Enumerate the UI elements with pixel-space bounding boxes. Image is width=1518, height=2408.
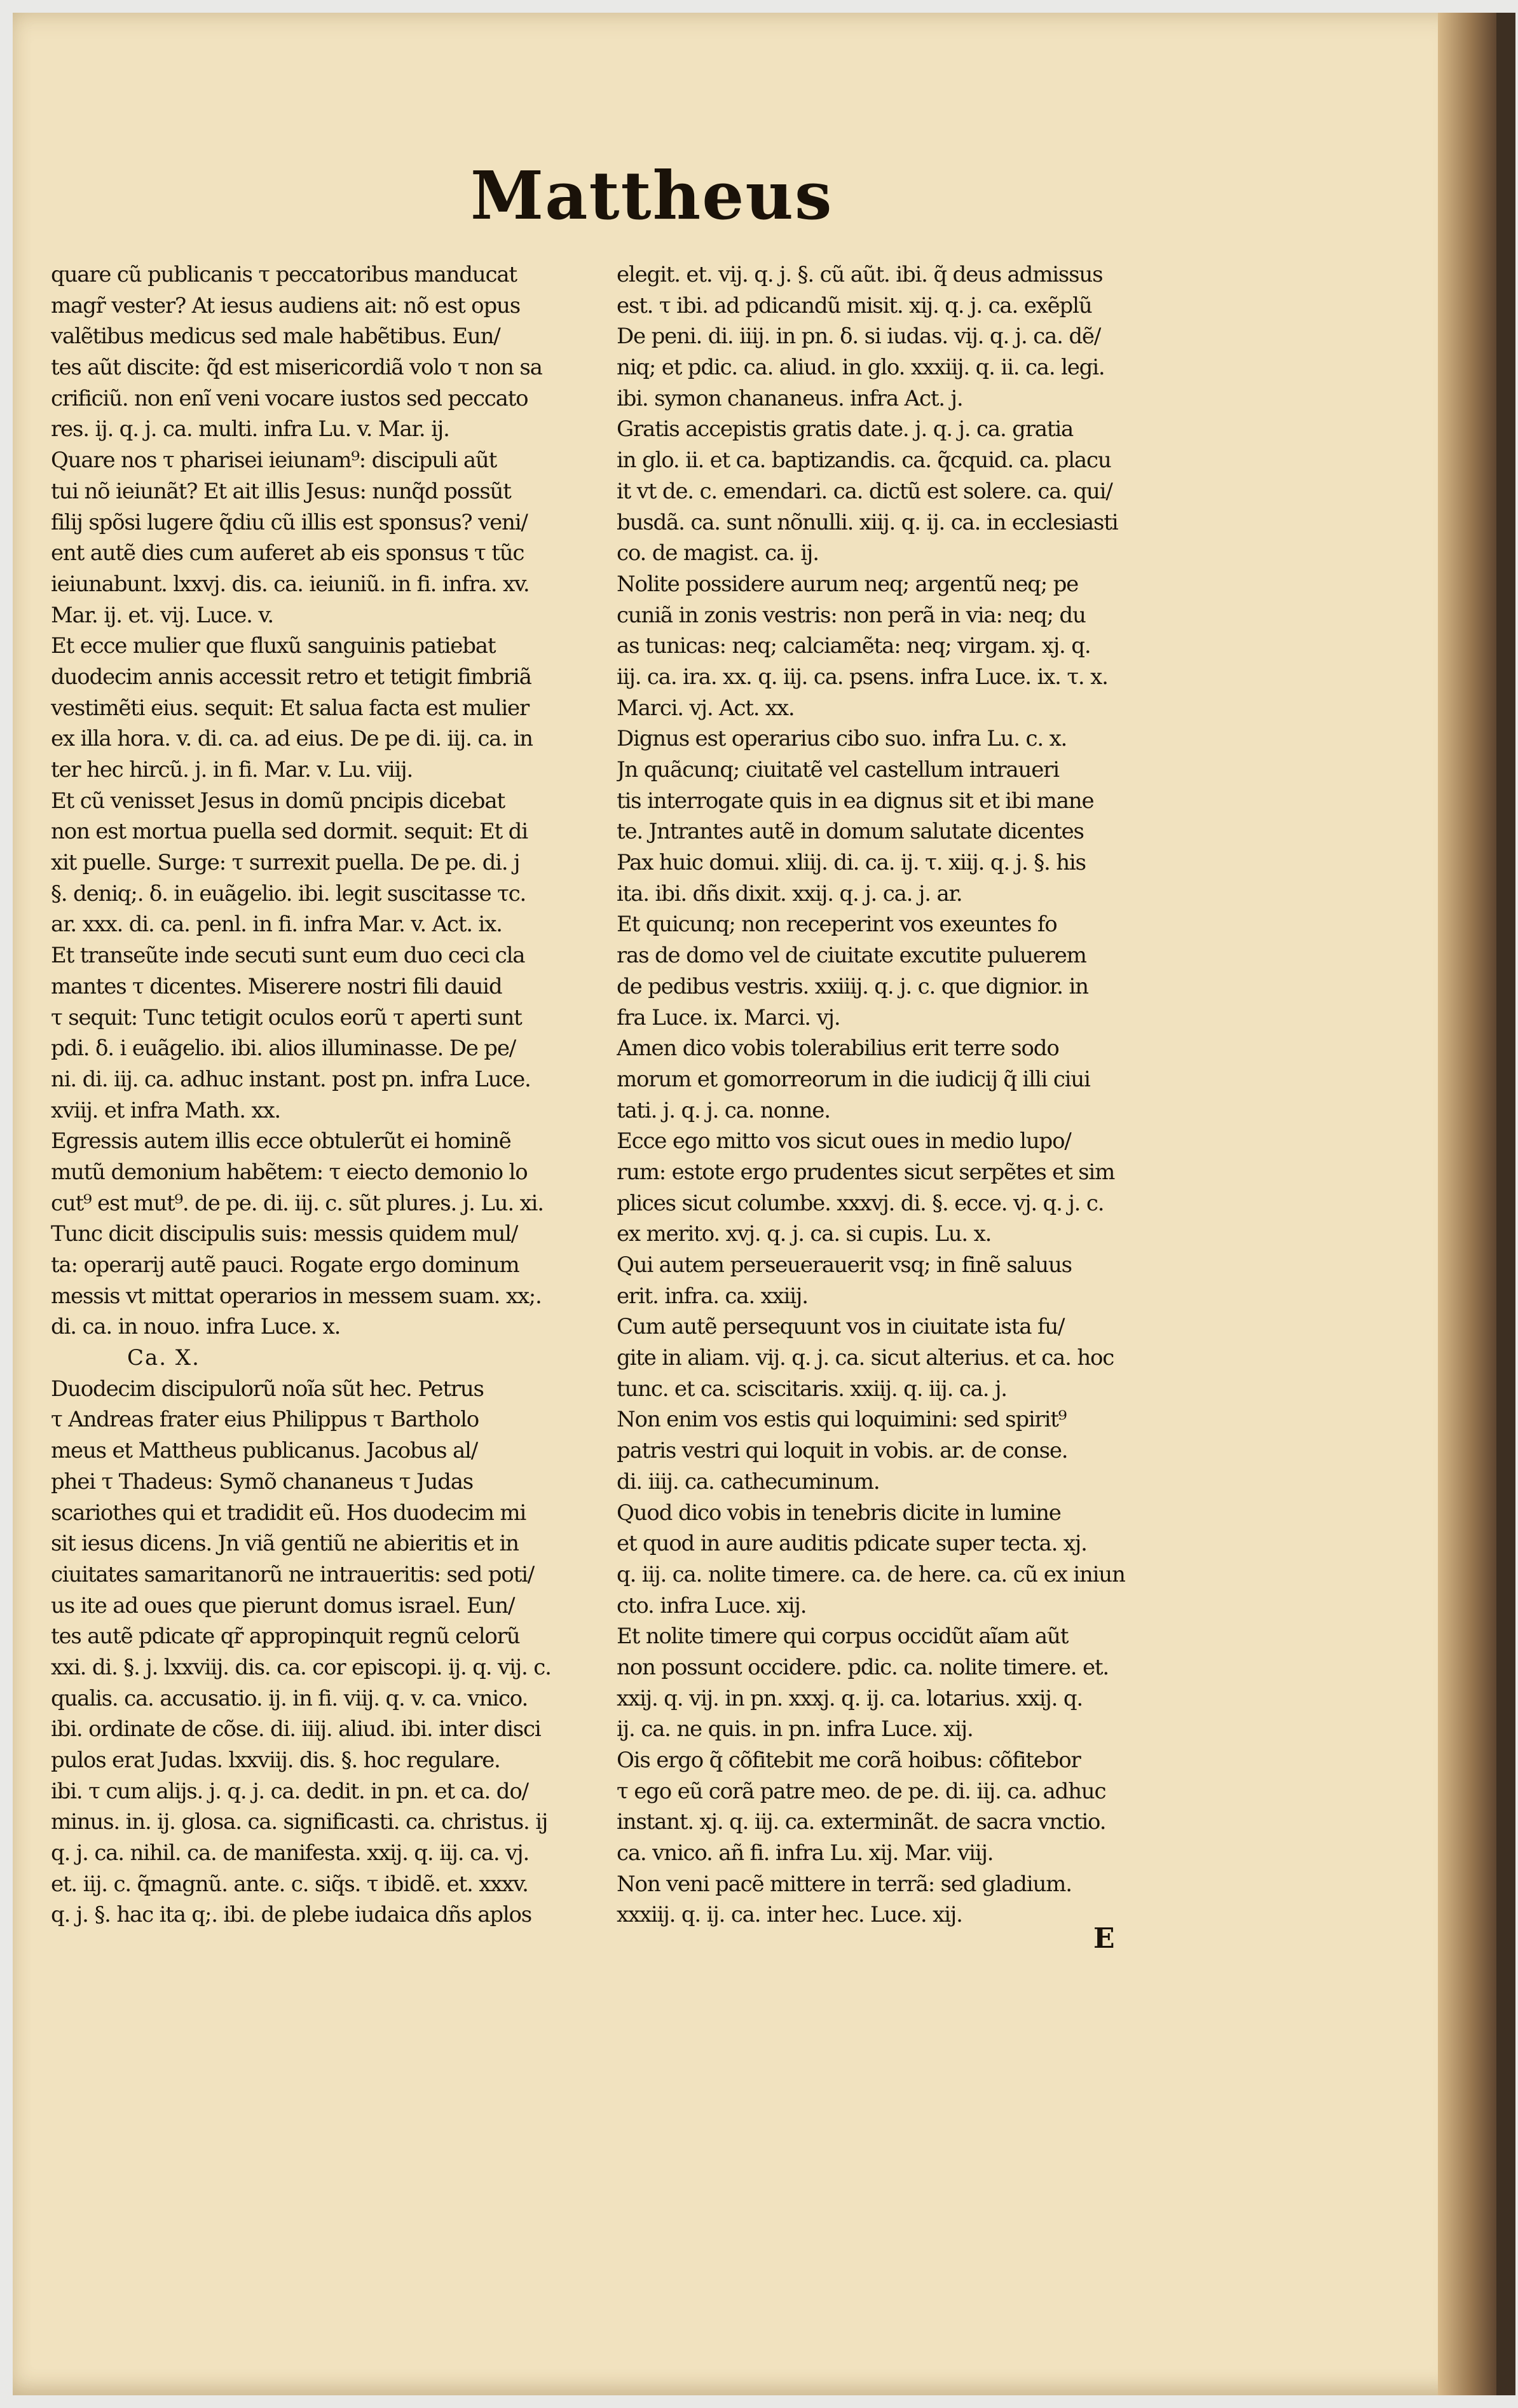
text-line: di. iiij. ca. cathecuminum. — [617, 1468, 880, 1495]
text-line: §. deniq;. ẟ. in euãgelio. ibi. legit suscitasse τc. — [51, 880, 526, 906]
text-line: ibi. symon chananeus. infra Act. j. — [617, 385, 963, 411]
text-line: ta: operarij autẽ pauci. Rogate ergo dominum — [51, 1252, 519, 1278]
text-line: xit puelle. Surge: τ surrexit puella. De pe. di. j — [51, 850, 520, 876]
text-line: plices sicut columbe. xxxvj. di. §. ecce. vj. q. j. c. — [617, 1190, 1104, 1216]
text-line: filij spõsi lugere q̃diu cũ illis est sponsus? veni/ — [51, 509, 528, 535]
text-line: tes autẽ pdicate qr̃ appropinquit regnũ celorũ — [51, 1624, 520, 1650]
text-line: tui nõ ieiunãt? Et ait illis Jesus: nunq̃d possũt — [51, 478, 511, 504]
text-line: ex merito. xvj. q. j. ca. si cupis. Lu. x. — [617, 1221, 992, 1247]
text-line: xxij. q. vij. in pn. xxxj. q. ij. ca. lotarius. xxij. q. — [617, 1685, 1083, 1711]
text-line: it vt de. c. emendari. ca. dictũ est solere. ca. qui/ — [617, 478, 1112, 504]
text-line: Cum autẽ persequunt vos in ciuitate ista fu/ — [617, 1314, 1065, 1340]
text-line: de pedibus vestris. xxiiij. q. j. c. que dignior. in — [617, 973, 1088, 999]
text-line: Tunc dicit discipulis suis: messis quidem mul/ — [51, 1221, 518, 1247]
text-line: tunc. et ca. sciscitaris. xxiij. q. iij. ca. j. — [617, 1376, 1007, 1402]
text-line: sit iesus dicens. Jn viã gentiũ ne abieritis et in — [51, 1531, 519, 1557]
text-line: est. τ ibi. ad pdicandũ misit. xij. q. j. ca. exẽplũ — [617, 292, 1092, 318]
text-line: tati. j. q. j. ca. nonne. — [617, 1097, 830, 1123]
text-line: co. de magist. ca. ij. — [617, 540, 819, 566]
text-line: busdã. ca. sunt nõnulli. xiij. q. ij. ca. in ecclesiasti — [617, 509, 1118, 535]
text-line: ras de domo vel de ciuitate excutite puluerem — [617, 943, 1086, 969]
text-line: τ Andreas frater eius Philippus τ Bartholo — [51, 1407, 479, 1433]
text-line: Egressis autem illis ecce obtulerũt ei hominẽ — [51, 1128, 511, 1154]
text-line: ent autẽ dies cum auferet ab eis sponsus τ tũc — [51, 540, 524, 566]
text-line: ar. xxx. di. ca. penl. in fi. infra Mar. v. Act. ix. — [51, 912, 502, 938]
text-line: fra Luce. ix. Marci. vj. — [617, 1004, 840, 1030]
text-line: patris vestri qui loquit in vobis. ar. de conse. — [617, 1438, 1068, 1464]
text-line: gite in aliam. vij. q. j. ca. sicut alterius. et ca. hoc — [617, 1345, 1114, 1371]
text-line: di. ca. in nouo. infra Luce. x. — [51, 1314, 341, 1340]
text-line: in glo. ii. et ca. baptizandis. ca. q̃cquid. ca. placu — [617, 448, 1111, 474]
text-line: cto. infra Luce. xij. — [617, 1592, 807, 1618]
text-line: scariothes qui et tradidit eũ. Hos duodecim mi — [51, 1500, 526, 1526]
running-head: Mattheus — [470, 156, 833, 235]
text-line: mantes τ dicentes. Miserere nostri fili dauid — [51, 973, 502, 999]
text-line: valẽtibus medicus sed male habẽtibus. Eun/ — [51, 324, 500, 350]
text-line: et quod in aure auditis pdicate super tecta. xj. — [617, 1531, 1087, 1557]
text-line: ex illa hora. v. di. ca. ad eius. De pe di. iij. ca. in — [51, 726, 533, 752]
text-line: tis interrogate quis in ea dignus sit et ibi mane — [617, 788, 1094, 814]
text-line: xxxiij. q. ij. ca. inter hec. Luce. xij. — [617, 1902, 962, 1928]
text-line: te. Jntrantes autẽ in domum salutate dicentes — [617, 819, 1084, 845]
text-line: xviij. et infra Math. xx. — [51, 1097, 280, 1123]
page-edge — [1438, 13, 1496, 2395]
text-line: Et transeũte inde secuti sunt eum duo ceci cla — [51, 943, 525, 969]
text-line: Et quicunq; non receperint vos exeuntes fo — [617, 912, 1057, 938]
text-line: morum et gomorreorum in die iudicij q̃ illi ciui — [617, 1066, 1090, 1092]
text-line: Ois ergo q̃ cõfitebit me corã hoibus: cõfitebor — [617, 1748, 1081, 1773]
text-line: ij. ca. ne quis. in pn. infra Luce. xij. — [617, 1716, 973, 1742]
text-line: Pax huic domui. xliij. di. ca. ij. τ. xiij. q. j. §. his — [617, 850, 1086, 876]
text-line: iij. ca. ira. xx. q. iij. ca. psens. infra Luce. ix. τ. x. — [617, 664, 1108, 690]
text-line: mutũ demonium habẽtem: τ eiecto demonio lo — [51, 1159, 528, 1185]
right-column — [617, 259, 1163, 1931]
text-line: ibi. ordinate de cõse. di. iiij. aliud. ibi. inter disci — [51, 1716, 541, 1742]
text-line: et. iij. c. q̃magnũ. ante. c. siq̃s. τ ibidẽ. et. xxxv. — [51, 1871, 528, 1897]
text-line: Marci. vj. Act. xx. — [617, 695, 795, 721]
text-line: Qui autem perseuerauerit vsq; in finẽ saluus — [617, 1252, 1072, 1278]
text-line: Ecce ego mitto vos sicut oues in medio lupo/ — [617, 1128, 1071, 1154]
text-line: erit. infra. ca. xxiij. — [617, 1283, 808, 1309]
text-line: vestimẽti eius. sequit: Et salua facta est mulier — [51, 695, 530, 721]
text-line: crificiũ. non enĩ veni vocare iustos sed peccato — [51, 385, 528, 411]
text-line: ieiunabunt. lxxvj. dis. ca. ieiuniũ. in fi. infra. xv. — [51, 571, 530, 597]
text-line: Non enim vos estis qui loquimini: sed spirit⁹ — [617, 1407, 1067, 1433]
text-line: ter hec hircũ. j. in fi. Mar. v. Lu. viij. — [51, 757, 413, 783]
text-line: us ite ad oues que pierunt domus israel. Eun/ — [51, 1592, 515, 1618]
text-line: elegit. et. vij. q. j. §. cũ aũt. ibi. q̃ deus admissus — [617, 262, 1103, 287]
text-line: pulos erat Judas. lxxviij. dis. §. hoc regulare. — [51, 1748, 500, 1773]
text-line: pdi. ẟ. i euãgelio. ibi. alios illuminasse. De pe/ — [51, 1036, 516, 1062]
catchword: E — [1093, 1922, 1115, 1955]
text-line: Ca. X. — [127, 1345, 200, 1371]
text-line: Dignus est operarius cibo suo. infra Lu. c. x. — [617, 726, 1067, 752]
text-line: quare cũ publicanis τ peccatoribus manducat — [51, 262, 517, 287]
text-line: cuniã in zonis vestris: non perã in via: neq; du — [617, 602, 1086, 628]
text-line: magr̃ vester? At iesus audiens ait: nõ est opus — [51, 292, 520, 318]
text-line: minus. in. ij. glosa. ca. significasti. ca. christus. ij — [51, 1809, 548, 1835]
text-line: Et nolite timere qui corpus occidũt aĩam aũt — [617, 1624, 1069, 1650]
text-line: Quod dico vobis in tenebris dicite in lumine — [617, 1500, 1061, 1526]
text-line: Et cũ venisset Jesus in domũ pncipis dicebat — [51, 788, 505, 814]
text-line: τ ego eũ corã patre meo. de pe. di. iij. ca. adhuc — [617, 1778, 1106, 1804]
text-line: meus et Mattheus publicanus. Jacobus al/ — [51, 1438, 477, 1464]
text-line: messis vt mittat operarios in messem suam. xx;. — [51, 1283, 542, 1309]
text-line: τ sequit: Tunc tetigit oculos eorũ τ aperti sunt — [51, 1004, 522, 1030]
text-line: qualis. ca. accusatio. ij. in fi. viij. q. v. ca. vnico. — [51, 1685, 528, 1711]
text-line: as tunicas: neq; calciamẽta: neq; virgam. xj. q. — [617, 633, 1091, 659]
text-line: q. j. §. hac ita q;. ibi. de plebe iudaica dñs aplos — [51, 1902, 532, 1928]
text-line: Non veni pacẽ mittere in terrã: sed gladium. — [617, 1871, 1072, 1897]
text-line: niq; et pdic. ca. aliud. in glo. xxxiij. q. ii. ca. legi. — [617, 355, 1105, 381]
text-line: phei τ Thadeus: Symõ chananeus τ Judas — [51, 1468, 474, 1495]
text-line: rum: estote ergo prudentes sicut serpẽtes et sim — [617, 1159, 1115, 1185]
text-line: ita. ibi. dñs dixit. xxij. q. j. ca. j. ar. — [617, 880, 962, 906]
text-line: ni. di. iij. ca. adhuc instant. post pn. infra Luce. — [51, 1066, 531, 1092]
text-line: Duodecim discipulorũ noĩa sũt hec. Petrus — [51, 1376, 484, 1402]
text-line: Gratis accepistis gratis date. j. q. j. ca. gratia — [617, 416, 1074, 442]
text-line: ca. vnico. añ fi. infra Lu. xij. Mar. viij. — [617, 1840, 994, 1866]
text-line: ciuitates samaritanorũ ne intraueritis: sed poti/ — [51, 1561, 535, 1587]
text-line: q. j. ca. nihil. ca. de manifesta. xxij. q. iij. ca. vj. — [51, 1840, 530, 1866]
text-line: q. iij. ca. nolite timere. ca. de here. ca. cũ ex iniun — [617, 1561, 1125, 1587]
text-line: non possunt occidere. pdic. ca. nolite timere. et. — [617, 1654, 1109, 1680]
text-line: Nolite possidere aurum neq; argentũ neq; pe — [617, 571, 1079, 597]
text-line: duodecim annis accessit retro et tetigit fimbriã — [51, 664, 531, 690]
text-line: ibi. τ cum alijs. j. q. j. ca. dedit. in pn. et ca. do/ — [51, 1778, 528, 1804]
text-line: cut⁹ est mut⁹. de pe. di. iij. c. sũt plures. j. Lu. xi. — [51, 1190, 544, 1216]
text-line: Amen dico vobis tolerabilius erit terre sodo — [617, 1036, 1059, 1062]
text-line: Et ecce mulier que fluxũ sanguinis patiebat — [51, 633, 496, 659]
text-line: xxi. di. §. j. lxxviij. dis. ca. cor episcopi. ij. q. vij. c. — [51, 1654, 551, 1680]
text-line: res. ij. q. j. ca. multi. infra Lu. v. Mar. ij. — [51, 416, 449, 442]
text-line: instant. xj. q. iij. ca. exterminãt. de sacra vnctio. — [617, 1809, 1106, 1835]
text-line: non est mortua puella sed dormit. sequit: Et di — [51, 819, 528, 845]
text-line: tes aũt discite: q̃d est misericordiã volo τ non sa — [51, 355, 542, 381]
text-line: Mar. ij. et. vij. Luce. v. — [51, 602, 273, 628]
text-line: Quare nos τ pharisei ieiunam⁹: discipuli aũt — [51, 448, 497, 474]
text-line: De peni. di. iiij. in pn. ẟ. si iudas. vij. q. j. ca. dẽ/ — [617, 324, 1101, 350]
text-line: Jn quãcunq; ciuitatẽ vel castellum intraueri — [617, 757, 1059, 783]
left-column — [51, 259, 598, 1931]
fore-edge — [1496, 13, 1515, 2395]
